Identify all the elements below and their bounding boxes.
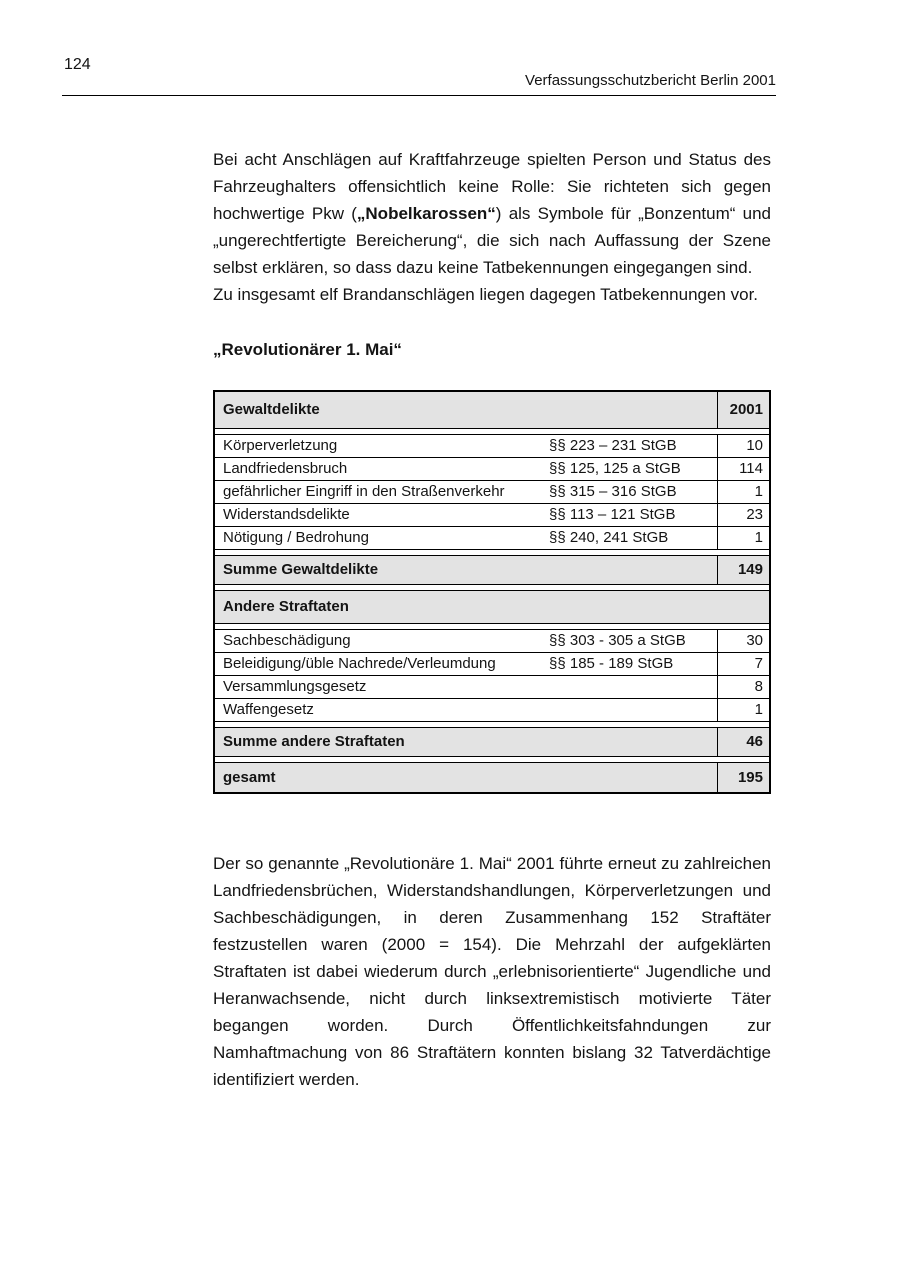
table-row — [215, 458, 769, 481]
cell-count: 23 — [717, 504, 769, 526]
paragraph-3: Der so genannte „Revolutionäre 1. Mai“ 2001 führte erneut zu zahlreichen Landfriedensbrüchen, Widerstandshandlungen, Körperverletzungen und Sachbeschädigungen, in deren Zusammenhang 152 Straftäter festzustellen waren (2000 = 154). Die Mehrzahl der aufgeklärten Straftaten ist dabei wiederum durch „erlebnisorientierte“ Jugendliche und Heranwachsende, nicht durch linksextremistisch motivierte Täter begangen worden. Durch Öffentlichkeitsfahndungen zur Namhaftmachung von 86 Straftätern konnten bislang 32 Tatverdächtige identifiziert werden. — [213, 854, 771, 1089]
cell-offense: Landfriedensbruch — [223, 460, 348, 477]
table-row — [215, 676, 769, 699]
cell-offense: Sachbeschädigung — [223, 632, 351, 649]
total-count: 195 — [717, 763, 769, 792]
cell-offense: Körperverletzung — [223, 437, 338, 454]
sum-row-andere-straftaten — [215, 728, 769, 757]
table-header-row — [215, 392, 769, 429]
table-row — [215, 481, 769, 504]
cell-count: 114 — [717, 458, 769, 480]
table-row — [215, 630, 769, 653]
sum-count: 46 — [717, 728, 769, 756]
cell-offense: Nötigung / Bedrohung — [223, 529, 369, 546]
cell-statute: §§ 315 – 316 StGB — [549, 483, 677, 500]
page-content — [213, 146, 771, 1093]
crime-statistics-table — [213, 390, 771, 794]
header-rule — [62, 95, 776, 96]
section-label: Andere Straftaten — [223, 598, 349, 615]
cell-statute — [545, 699, 717, 721]
cell-statute: §§ 303 - 305 a StGB — [549, 632, 686, 649]
table-header-year: 2001 — [717, 392, 769, 428]
cell-count: 30 — [717, 630, 769, 652]
cell-statute: §§ 240, 241 StGB — [549, 529, 669, 546]
table-row — [215, 699, 769, 722]
paragraph-1-pre: Bei acht Anschlägen auf Kraftfahrzeuge spielten Person und Status des Fahrzeughalters offensichtlich keine Rolle: Sie richteten sich gegen hochwertige Pkw ( — [213, 150, 771, 223]
table-header-label: Gewaltdelikte — [223, 401, 320, 418]
cell-count: 1 — [717, 699, 769, 721]
sum-label: Summe andere Straftaten — [223, 733, 405, 750]
paragraph-1-post: ) als Symbole für „Bonzentum“ und „ungerechtfertigte Bereicherung“, die sich nach Auffassung der Szene selbst erklären, so dass dazu keine Tatbekennungen eingegangen sind. — [213, 204, 772, 277]
cell-statute: §§ 185 - 189 StGB — [549, 655, 674, 672]
paragraph-2: Zu insgesamt elf Brandanschlägen liegen dagegen Tatbekennungen vor. — [213, 285, 759, 304]
cell-statute — [545, 676, 717, 698]
cell-offense: Widerstandsdelikte — [223, 506, 350, 523]
page-number: 124 — [64, 56, 91, 73]
cell-statute: §§ 113 – 121 StGB — [549, 506, 676, 523]
table-row — [215, 653, 769, 676]
cell-count: 1 — [717, 527, 769, 549]
total-row — [215, 763, 769, 792]
cell-count: 7 — [717, 653, 769, 675]
cell-statute: §§ 125, 125 a StGB — [549, 460, 681, 477]
sum-label: Summe Gewaltdelikte — [223, 561, 379, 578]
paragraph-1 — [213, 146, 771, 281]
cell-count: 1 — [717, 481, 769, 503]
cell-count: 10 — [717, 435, 769, 457]
table-row — [215, 504, 769, 527]
cell-offense: gefährlicher Eingriff in den Straßenverkehr — [223, 483, 505, 500]
paragraph-1-bold: „Nobelkarossen“ — [356, 204, 496, 223]
section-heading: „Revolutionärer 1. Mai“ — [213, 340, 402, 359]
cell-offense: Beleidigung/üble Nachrede/Verleumdung — [223, 655, 496, 672]
cell-offense: Waffengesetz — [223, 701, 314, 718]
cell-count: 8 — [717, 676, 769, 698]
section-row-andere-straftaten — [215, 591, 769, 624]
cell-statute: §§ 223 – 231 StGB — [549, 437, 677, 454]
sum-row-gewaltdelikte — [215, 556, 769, 585]
cell-offense: Versammlungsgesetz — [223, 678, 367, 695]
table-row — [215, 435, 769, 458]
table-row — [215, 527, 769, 550]
running-header: Verfassungsschutzbericht Berlin 2001 — [525, 72, 776, 89]
sum-count: 149 — [717, 556, 769, 584]
total-label: gesamt — [223, 768, 276, 786]
